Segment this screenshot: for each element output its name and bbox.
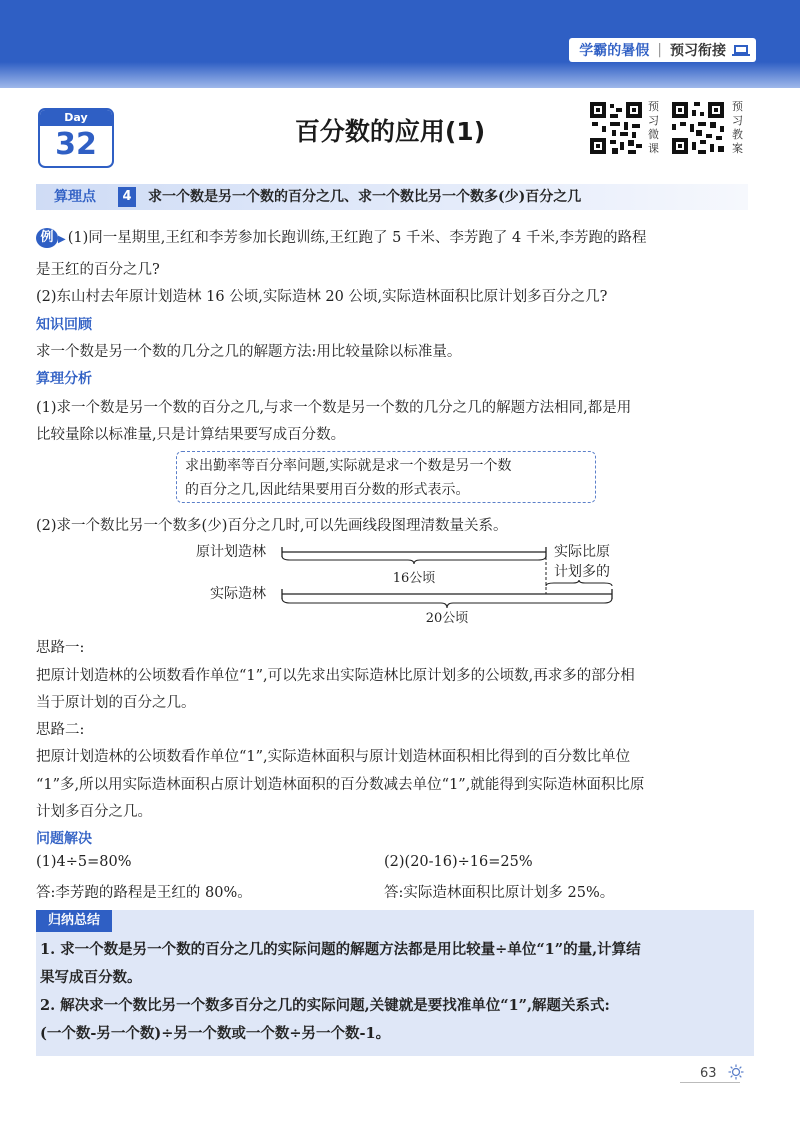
diagram-extra-label-line2: 计划多的 [554, 564, 610, 580]
diagram-actual-label: 实际造林 [210, 586, 266, 602]
summary-line-1: 1. 求一个数是另一个数的百分之几的实际问题的解题方法都是用比较量÷单位“1”的量,计算结 [40, 941, 641, 958]
example-badge: 例 [36, 228, 58, 248]
play-arrow-icon: ▶ [58, 234, 66, 245]
laptop-icon [732, 44, 750, 57]
day-label: Day [40, 110, 112, 126]
solution-2-calc: (2)(20-16)÷16=25% [384, 854, 533, 870]
example-question-1 [36, 226, 646, 248]
sun-icon [728, 1064, 744, 1080]
diagram-extra-label-line1: 实际比原 [554, 544, 610, 560]
topic-bar [36, 184, 748, 210]
tip-note-line1: 求出勤率等百分率问题,实际就是求一个数是另一个数 [185, 458, 512, 474]
summary-line-3: 2. 解决求一个数比另一个数多百分之几的实际问题,关键就是要找准单位“1”,解题关系式: [40, 997, 610, 1014]
example-q1-line1: (1)同一星期里,王红和李芳参加长跑训练,王红跑了 5 千米、李芳跑了 4 千米,李芳跑的路程 [67, 230, 647, 246]
page-number-rule [680, 1082, 740, 1083]
day-number: 32 [55, 127, 97, 162]
thinking-2-line1: 把原计划造林的公顷数看作单位“1”,实际造林面积与原计划造林面积相比得到的百分数比单位 [36, 749, 631, 765]
analysis-p1-line1: (1)求一个数是另一个数的百分之几,与求一个数是另一个数的几分之几的解题方法相同,都是用 [36, 400, 632, 416]
diagram-plan-brace [282, 556, 546, 564]
topic-label: 算理点 [54, 189, 96, 205]
qr-code-icon[interactable] [670, 100, 726, 156]
qr-label-lesson-plan: 预习教案 [732, 100, 743, 155]
solution-2-answer: 答:实际造林面积比原计划多 25%。 [384, 885, 615, 901]
review-heading: 知识回顾 [36, 317, 92, 333]
solution-1-calc: (1)4÷5=80% [36, 854, 132, 870]
topic-text: 求一个数是另一个数的百分之几、求一个数比另一个数多(少)百分之几 [148, 189, 582, 205]
summary-line-4: (一个数-另一个数)÷另一个数或一个数÷另一个数-1。 [40, 1025, 391, 1042]
solution-1-answer: 答:李芳跑的路程是王红的 80%。 [36, 885, 252, 901]
diagram-plan-value: 16公顷 [392, 571, 436, 586]
thinking-1-line1: 把原计划造林的公顷数看作单位“1”,可以先求出实际造林比原计划多的公顷数,再求多的部分相 [36, 668, 635, 684]
page-title: 百分数的应用(1) [294, 117, 486, 146]
tip-note-box [176, 451, 596, 503]
analysis-p2: (2)求一个数比另一个数多(少)百分之几时,可以先画线段图理清数量关系。 [36, 518, 508, 534]
thinking-heading-2: 思路二: [36, 722, 85, 738]
analysis-p1-line2: 比较量除以标准量,只是计算结果要写成百分数。 [36, 427, 346, 443]
topic-number: 4 [118, 187, 136, 207]
thinking-1-line2: 当于原计划的百分之几。 [36, 695, 196, 711]
summary-box [36, 910, 754, 1056]
thinking-2-line2: “1”多,所以用实际造林面积占原计划造林面积的百分数减去单位“1”,就能得到实际造林面积比原 [36, 777, 645, 793]
series-name: 学霸的暑假 [579, 43, 650, 59]
diagram-actual-value: 20公顷 [425, 611, 469, 626]
thinking-2-line3: 计划多百分之几。 [36, 804, 152, 820]
line-segment-diagram [196, 538, 616, 626]
tip-note-line2: 的百分之几,因此结果要用百分数的形式表示。 [185, 482, 470, 498]
review-text: 求一个数是另一个数的几分之几的解题方法:用比较量除以标准量。 [36, 344, 462, 360]
day-badge [38, 108, 114, 168]
summary-tag: 归纳总结 [36, 910, 112, 932]
qr-code-icon[interactable] [588, 100, 644, 156]
diagram-extra-brace [546, 580, 612, 586]
thinking-heading-1: 思路一: [36, 640, 85, 656]
example-question-2: (2)东山村去年原计划造林 16 公顷,实际造林 20 公顷,实际造林面积比原计划多百分之几? [36, 289, 608, 305]
page-number: 63 [700, 1066, 717, 1081]
series-separator: | [657, 42, 662, 58]
example-q1-line2: 是王红的百分之几? [36, 262, 160, 278]
series-subtitle: 预习衔接 [670, 43, 726, 59]
analysis-heading: 算理分析 [36, 371, 92, 387]
qr-label-micro-lesson: 预习微课 [648, 100, 659, 155]
summary-line-2: 果写成百分数。 [40, 969, 142, 986]
diagram-plan-label: 原计划造林 [196, 544, 266, 560]
top-band-fade [0, 62, 800, 88]
diagram-actual-brace [282, 598, 612, 608]
solution-heading: 问题解决 [36, 831, 92, 847]
series-tag [569, 38, 756, 62]
